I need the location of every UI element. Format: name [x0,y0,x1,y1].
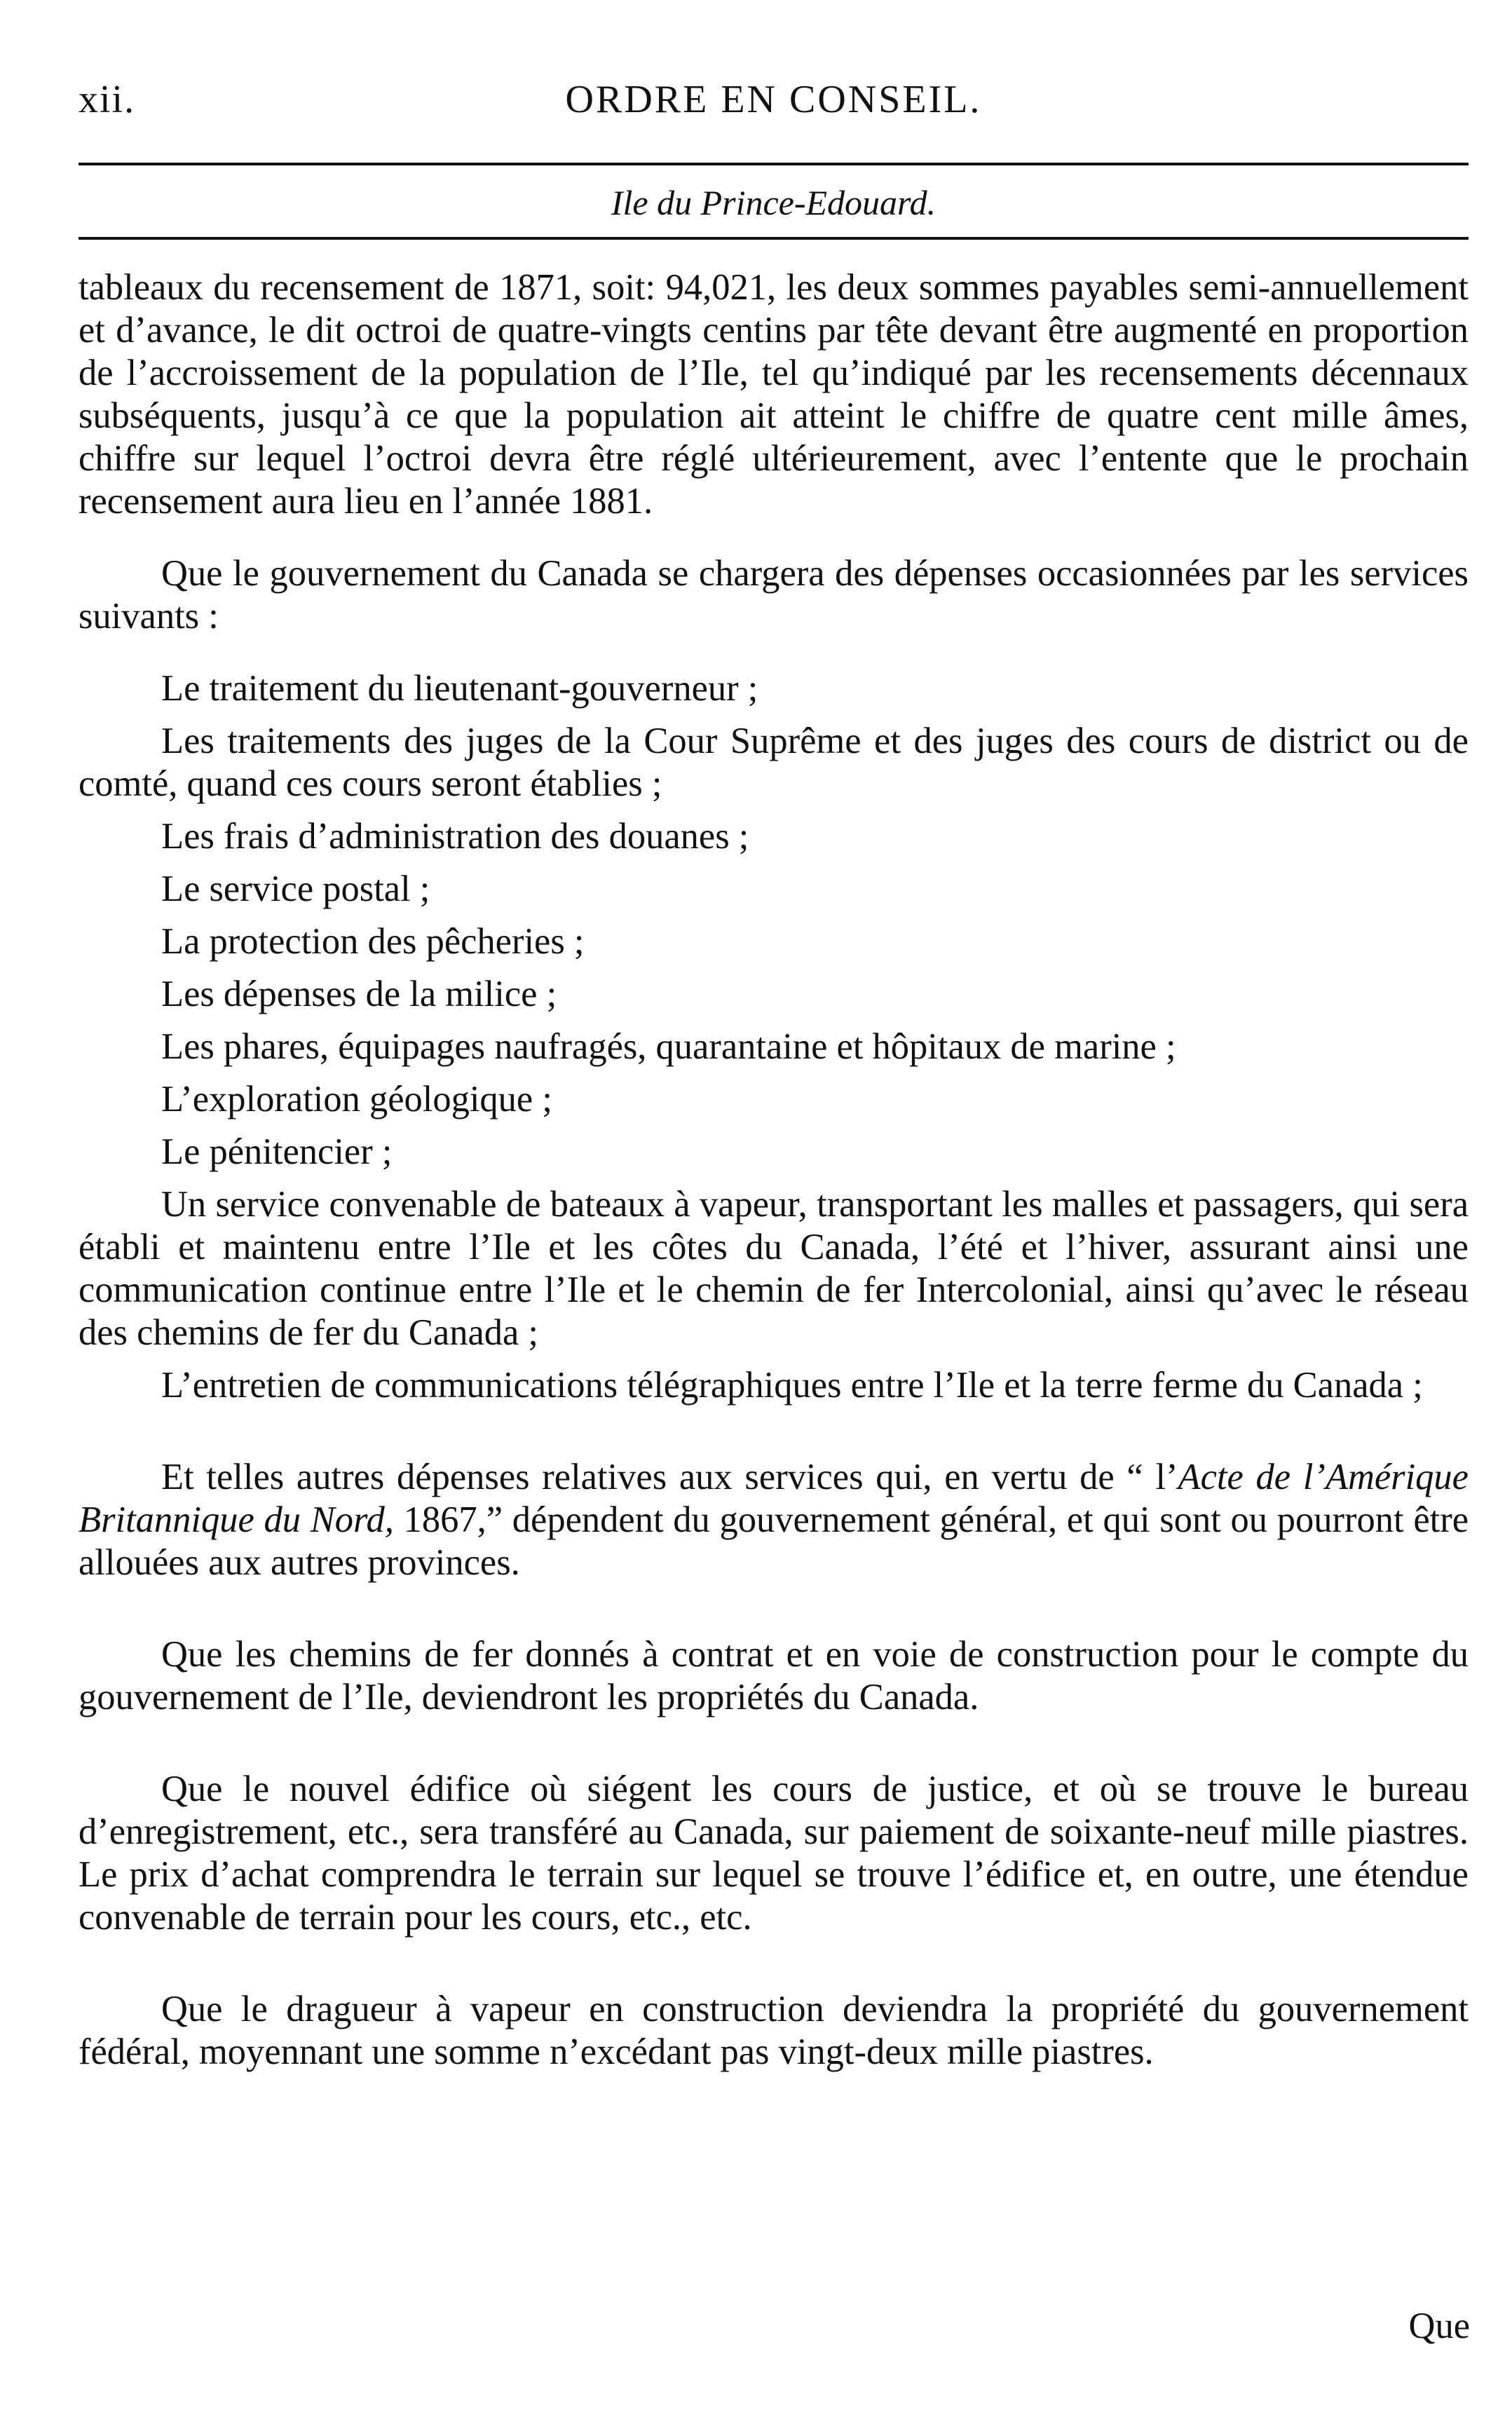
section-title: Ile du Prince-Edouard. [611,183,937,222]
list-item: L’exploration géologique ; [161,1079,552,1120]
paragraph-courthouse: Que le nouvel édifice où siégent les cours de justice, et où se trouve le bureau d’enregistrement, etc., sera transféré au Canada, sur paiement de soixante-neuf mille piastres. Le prix d’achat comprendra le terrain sur lequel se trouve l’édifice et, en outre, une étendue convenable de terrain pour les cours, etc., etc. [79,1769,1469,1938]
paragraph-dredge: Que le dragueur à vapeur en construction deviendra la propriété du gouvernement fédéral, moyennant une somme n’excédant pas vingt-deux mille piastres. [79,1989,1469,2072]
text-run: 1867,” dépendent du gouvernement général, et qui sont ou pourront être allouées aux autres provinces. [79,1499,1469,1583]
catchword: Que [1408,2306,1470,2346]
paragraph-other-expenses [79,1456,1469,1584]
page-header [79,42,1469,222]
page-number: xii. [79,78,136,121]
body-text [79,266,1469,2074]
list-item: Le traitement du lieutenant-gouverneur ; [161,668,758,709]
paragraph-services-intro: Que le gouvernement du Canada se chargera des dépenses occasionnées par les services suivants : [79,553,1469,637]
list-item: Les dépenses de la milice ; [161,974,557,1014]
paragraph-continued: tableaux du recensement de 1871, soit: 94,021, les deux sommes payables semi-annuellement et d’avance, le dit octroi de quatre-vingts centins par tête devant être augmenté en proportion de l’accroissement de la population de l’Ile, tel qu’indiqué par les recensements décennaux subséquents, jusqu’à ce que la population ait atteint le chiffre de quatre cent mille âmes, chiffre sur lequel l’octroi devra être réglé ultérieurement, avec l’entente que le prochain recensement aura lieu en l’année 1881. [79,267,1469,522]
act-title: Acte de l’Amérique Britannique du Nord, [79,1457,1469,1540]
services-list [79,667,1469,1407]
list-item: L’entretien de communications télégraphiques entre l’Ile et la terre ferme du Canada ; [161,1365,1423,1406]
header-rule-bottom [79,237,1469,240]
list-item: La protection des pêcheries ; [161,921,585,962]
text-run: Et telles autres dépenses relatives aux services qui, en vertu de “ l’ [161,1457,1178,1497]
list-item: Les traitements des juges de la Cour Suprême et des juges des cours de district ou de comté, quand ces cours seront établies ; [79,721,1469,804]
list-item: Le pénitencier ; [161,1131,393,1172]
list-item: Les phares, équipages naufragés, quarantaine et hôpitaux de marine ; [161,1026,1176,1067]
running-title: ORDRE EN CONSEIL. [565,78,982,121]
paragraph-railways: Que les chemins de fer donnés à contrat et en voie de construction pour le compte du gouvernement de l’Ile, deviendront les propriétés du Canada. [79,1634,1469,1717]
list-item: Le service postal ; [161,869,430,909]
header-rule-top [79,163,1469,165]
list-item: Les frais d’administration des douanes ; [161,816,749,857]
list-item: Un service convenable de bateaux à vapeur, transportant les malles et passagers, qui sera établi et maintenu entre l’Ile et les côtes du Canada, l’été et l’hiver, assurant ainsi une communication continue entre l’Ile et le chemin de fer Intercolonial, ainsi qu’avec le réseau des chemins de fer du Canada ; [79,1184,1469,1353]
